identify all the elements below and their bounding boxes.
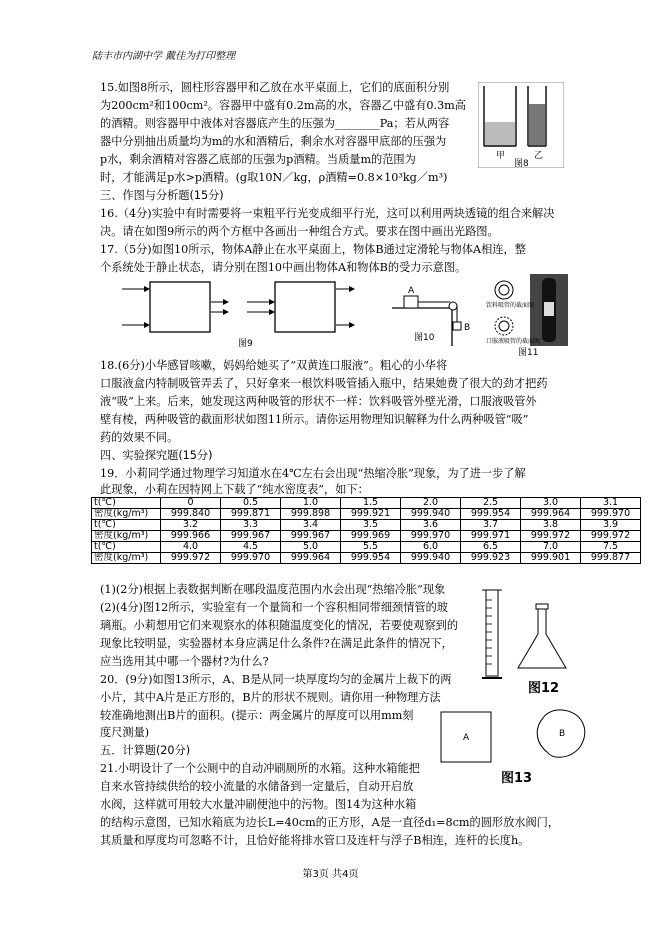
text-line: p水，剩余酒精对容器乙底部的压强为p酒精。当质量m的范围为 [100,153,416,166]
table-cell: 999.940 [401,553,461,564]
text-line: 器中分别抽出质量均为m的水和酒精后，剩余水对容器甲底部的压强为 [100,135,447,148]
table-cell: 999.970 [401,531,461,542]
table-cell: 999.954 [341,553,401,564]
fig8-caption: 图8 [514,159,529,168]
table-cell: 999.940 [401,509,461,520]
text-line: 时，才能满足p水>p酒精。(g取10N／kg，ρ酒精=0.8×10³kg／m³) [100,171,448,184]
fig11-label-top: 饮料吸管的截面图 [486,302,535,309]
text-line: 液“吸”上来。后来，她发现这两种吸管的形状不一样：饮料吸管外壁光滑，口服液吸管外 [100,395,537,408]
table-row [92,542,641,553]
table-cell: 2.0 [401,498,461,509]
table-cell: 999.970 [581,509,641,520]
text-line: 21.小明设计了一个公厕中的自动冲刷厕所的水箱。这种水箱能把 [100,762,420,775]
text-line: 其质量和厚度均可忽略不计，且恰好能将排水管口及连杆与浮子B相连，连杆的长度h。 [100,834,530,847]
table-cell: 7.0 [521,542,581,553]
table-cell: 6.5 [461,542,521,553]
table-row [92,520,641,531]
text-line: 现象比较明显，实验器材本身应满足什么条件?在满足此条件的情况下， [100,637,453,650]
figure-9-lens-boxes [120,280,370,350]
table-cell: 5.0 [281,542,341,553]
table-row [92,553,641,564]
text-line: (1)(2分)根据上表数据判断在哪段温度范围内水会出现“热缩冷胀”现象 [100,583,446,596]
fig11-caption: 图11 [518,348,539,356]
figure-13-metal-pieces [433,702,593,784]
fig10-caption: 图10 [414,333,435,343]
table-row-label: t(℃) [92,498,161,509]
fig11-label-bottom: 口服液吸管的截面图 [486,338,541,345]
fig8-left-label: 甲 [496,151,506,161]
text-line: 的酒精。则容器甲中液体对容器底产生的压强为________Pa；若从两容 [100,117,450,130]
table-cell: 999.966 [161,531,221,542]
text-line: 15.如图8所示，圆柱形容器甲和乙放在水平桌面上，它们的底面积分别 [100,81,450,94]
text-line: (2)(4分)图12所示，实验室有一个量筒和一个容积相同带细颈情管的玻 [100,601,448,614]
table-row-label: 密度(kg/m³) [92,553,161,564]
table-cell: 3.5 [341,520,401,531]
text-line: 水阀，这样就可用较大水量冲刷便池中的污物。图14为这种水箱 [100,798,417,811]
text-line: 16.（4分)实验中有时需要将一束粗平行光变成细平行光，这可以利用两块透镜的组合来解决 [100,207,555,220]
table-row-label: t(℃) [92,542,161,553]
table-row-label: t(℃) [92,520,161,531]
table-row-label: 密度(kg/m³) [92,531,161,542]
table-cell: 999.877 [581,553,641,564]
table-cell: 999.967 [221,531,281,542]
table-cell: 7.5 [581,542,641,553]
table-row-label: 密度(kg/m³) [92,509,161,520]
table-cell: 4.0 [161,542,221,553]
text-line: 小片，其中A片是正方形的，B片的形状不规则。请你用一种物理方法 [100,691,441,704]
text-line: 壁有棱，两种吸管的截面形状如图11所示。请你运用物理知识解释为什么两种吸管“吸” [100,413,529,426]
table-cell: 6.0 [401,542,461,553]
table-cell: 999.901 [521,553,581,564]
figure-12-cylinder-flask [482,586,572,696]
table-cell: 999.969 [341,531,401,542]
section-heading: 三、作图与分析题(15分) [100,189,224,202]
table-cell: 1.0 [281,498,341,509]
figure-11-straws [484,274,568,356]
table-cell: 999.967 [281,531,341,542]
table-cell: 999.871 [221,509,281,520]
table-cell: 999.971 [461,531,521,542]
text-line: 19．小莉同学通过物理学习知道水在4℃左右会出现“热缩冷胀”现象，为了进一步了解 [100,467,526,480]
table-cell: 5.5 [341,542,401,553]
fig13-label-a: A [463,733,470,743]
text-line: 个系统处于静止状态，请分别在图10中画出物体A和物体B的受力示意图。 [100,261,467,274]
table-cell: 3.4 [281,520,341,531]
section-heading: 四、实验探究题(15分) [100,449,213,462]
table-cell: 3.1 [581,498,641,509]
table-cell: 0 [161,498,221,509]
table-row [92,498,641,509]
text-line: 璃瓶。小莉想用它们来观察水的体积随温度变化的情况，若要使观察到的 [100,619,459,632]
table-cell: 999.970 [221,553,281,564]
fig8-right-label: 乙 [534,151,544,161]
table-cell: 0.5 [221,498,281,509]
text-line: 18.(6分)小华感冒咳嗽，妈妈给她买了“双黄连口服液”。粗心的小华将 [100,359,448,372]
density-table [91,497,641,564]
text-line: 药的效果不同。 [100,431,179,444]
table-row [92,509,641,520]
page-footer: 第3页 共4页 [302,869,359,880]
fig10-label-a: A [408,286,415,296]
table-cell: 3.8 [521,520,581,531]
text-line: 的结构示意图，已知水箱底为边长L=40cm的正方形，A是一直径d₁=8cm的圆形放水阀门， [100,816,560,829]
fig13-caption: 图13 [501,771,533,784]
table-cell: 2.5 [461,498,521,509]
text-line: 为200cm²和100cm²。容器甲中盛有0.2m高的水，容器乙中盛有0.3m高 [100,99,466,112]
fig13-label-b: B [559,729,566,739]
table-cell: 999.972 [161,553,221,564]
table-cell: 999.972 [581,531,641,542]
fig10-label-b: B [464,323,471,333]
text-line: 度尺测量) [100,726,150,739]
table-cell: 3.3 [221,520,281,531]
table-cell: 3.6 [401,520,461,531]
table-cell: 3.9 [581,520,641,531]
table-cell: 999.898 [281,509,341,520]
table-cell: 999.954 [461,509,521,520]
figure-10-pulley [390,282,475,347]
text-line: 20．(9分)如图13所示，A、B是从同一块厚度均匀的金属片上裁下的两 [100,673,452,686]
table-cell: 999.840 [161,509,221,520]
table-cell: 999.921 [341,509,401,520]
fig12-caption: 图12 [528,681,560,696]
table-cell: 999.923 [461,553,521,564]
table-cell: 999.964 [521,509,581,520]
text-line: 决。请在如图9所示的两个方框中各画出一种组合方式。要求在图中画出光路图。 [100,225,499,238]
text-line: 应当选用其中哪一个器材?为什么? [100,655,269,668]
table-cell: 1.5 [341,498,401,509]
text-line: 较准确地测出B片的面积。(提示：两金属片的厚度可以用mm刻 [100,709,414,722]
text-line: 口服液盒内特制吸管弄丢了，只好拿来一根饮料吸管插入瓶中，结果她费了很大的劲才把药 [100,377,548,390]
text-line: 自来水管持续供给的较小流量的水储备到一定量后，自动开启放 [100,780,414,793]
text-line: 此现象，小莉在因特网上下载了“纯水密度表”，如下： [100,483,369,496]
figure-8-containers [478,82,564,168]
section-heading: 五．计算题(20分) [100,744,191,757]
table-cell: 3.7 [461,520,521,531]
table-cell: 999.964 [281,553,341,564]
table-cell: 3.0 [521,498,581,509]
table-cell: 3.2 [161,520,221,531]
fig9-caption: 图9 [238,339,253,349]
page-header: 陆丰市内湖中学 戴佳为打印整理 [92,51,236,62]
text-line: 17.（5分)如图10所示，物体A静止在水平桌面上，物体B通过定滑轮与物体A相连，整 [100,243,526,256]
table-cell: 999.972 [521,531,581,542]
table-cell: 4.5 [221,542,281,553]
table-row [92,531,641,542]
